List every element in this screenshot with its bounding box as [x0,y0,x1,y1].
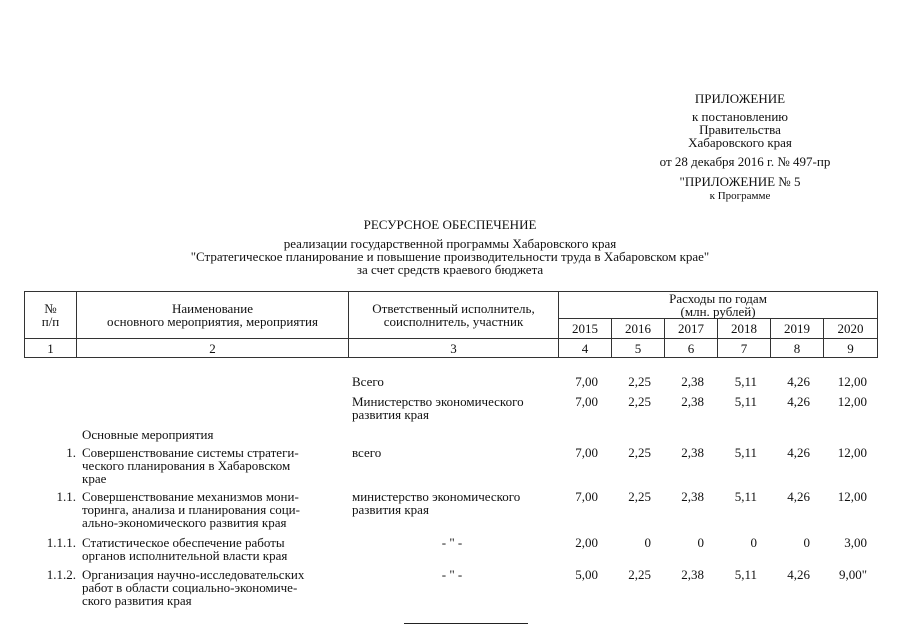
ministry-2018: 5,11 [734,394,757,409]
row-1-2018: 5,11 [734,445,757,460]
row-1-1-2-2019: 4,26 [787,567,810,582]
appendix-title: ПРИЛОЖЕНИЕ [694,91,786,106]
col-no-header: № п/п [25,292,77,339]
year-2017: 2017 [665,319,718,339]
row-1-1-2-name: Организация научно-исследовательских работ в области социально-экономиче- ского развития края [82,567,305,608]
year-2020: 2020 [824,319,878,339]
row-1-1-1-name: Статистическое обеспечение работы органов исполнительной власти края [82,535,288,563]
row-1-1-1-number: 1.1.1. [46,535,76,550]
year-2018: 2018 [718,319,771,339]
row-1-2019: 4,26 [787,445,810,460]
col-num-2: 2 [77,339,349,358]
title-line-1: реализации государственной программы Хабаровского края [283,236,617,251]
row-1-1-1-responsible: - " - [441,535,463,550]
table-header [24,291,878,358]
row-1-1-2-2018: 5,11 [734,567,757,582]
document-title: РЕСУРСНОЕ ОБЕСПЕЧЕНИЕ [363,217,537,232]
year-2019: 2019 [771,319,824,339]
year-2015: 2015 [559,319,612,339]
total-2015: 7,00 [575,374,598,389]
government: Правительства [699,122,781,137]
row-1-2017: 2,38 [681,445,704,460]
row-1-1-2-responsible: - " - [441,567,463,582]
total-2019: 4,26 [787,374,810,389]
row-1-1-2-2017: 2,38 [681,567,704,582]
col-num-8: 8 [771,339,824,358]
ministry-2015: 7,00 [575,394,598,409]
row-1-2015: 7,00 [575,445,598,460]
row-1-1-1-2015: 2,00 [575,535,598,550]
ministry-responsible: Министерство экономического развития края [352,394,524,422]
row-1-1-2020: 12,00 [837,489,867,504]
total-2020: 12,00 [837,374,867,389]
year-2016: 2016 [612,319,665,339]
row-1-1-2018: 5,11 [734,489,757,504]
region: Хабаровского края [688,135,792,150]
row-1-2020: 12,00 [837,445,867,460]
row-1-1-2-2016: 2,25 [628,567,651,582]
ministry-2016: 2,25 [628,394,651,409]
row-1-responsible: всего [352,445,382,460]
row-1-1-2019: 4,26 [787,489,810,504]
ministry-2020: 12,00 [837,394,867,409]
row-1-1-1-2017: 0 [697,535,704,550]
row-1-1-responsible: министерство экономического развития края [352,489,521,517]
row-1-1-1-2019: 0 [803,535,810,550]
date-number: от 28 декабря 2016 г. № 497-пр [659,154,831,169]
col-expenses-header: Расходы по годам (млн. рублей) [559,292,878,319]
row-1-1-2017: 2,38 [681,489,704,504]
appendix5: "ПРИЛОЖЕНИЕ № 5 [679,174,801,189]
row-1-number: 1. [66,445,76,460]
section-label: Основные мероприятия [82,427,214,442]
title-line-2: "Стратегическое планирование и повышение производительности труда в Хабаровском крае" [190,249,710,264]
row-1-1-number: 1.1. [56,489,76,504]
ministry-2019: 4,26 [787,394,810,409]
row-1-1-name: Совершенствование механизмов мони- торинга, анализа и планирования соци- ально-экономического развития края [82,489,300,530]
total-2018: 5,11 [734,374,757,389]
col-num-1: 1 [25,339,77,358]
row-1-2016: 2,25 [628,445,651,460]
col-name-header: Наименование основного мероприятия, мероприятия [77,292,349,339]
col-num-5: 5 [612,339,665,358]
row-1-1-2-2020: 9,00" [838,567,867,582]
total-2017: 2,38 [681,374,704,389]
to-resolution: к постановлению [691,109,789,124]
row-1-1-2-number: 1.1.2. [46,567,76,582]
col-num-4: 4 [559,339,612,358]
total-2016: 2,25 [628,374,651,389]
title-line-3: за счет средств краевого бюджета [356,262,544,277]
col-responsible-header: Ответственный исполнитель, соисполнитель, участник [349,292,559,339]
row-1-1-2016: 2,25 [628,489,651,504]
row-1-1-2-2015: 5,00 [575,567,598,582]
col-num-6: 6 [665,339,718,358]
col-num-7: 7 [718,339,771,358]
total-responsible: Всего [352,374,384,389]
col-num-3: 3 [349,339,559,358]
row-1-1-1-2016: 0 [644,535,651,550]
to-program: к Программе [709,190,771,202]
ministry-2017: 2,38 [681,394,704,409]
col-num-9: 9 [824,339,878,358]
row-1-1-1-2020: 3,00 [844,535,867,550]
closing-divider [404,623,528,624]
row-1-1-1-2018: 0 [750,535,757,550]
row-1-name: Совершенствование системы стратеги- ческого планирования в Хабаровском крае [82,445,299,486]
row-1-1-2015: 7,00 [575,489,598,504]
